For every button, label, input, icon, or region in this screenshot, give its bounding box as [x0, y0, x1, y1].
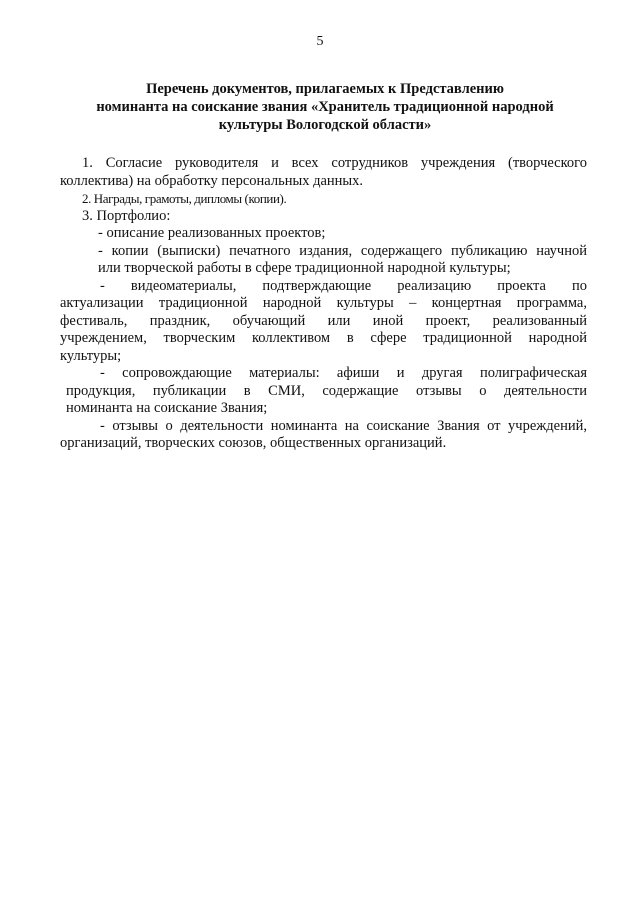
portfolio-item-video-line-5: культуры;: [60, 347, 122, 364]
item-2: 2. Награды, грамоты, дипломы (копии).: [82, 191, 287, 206]
portfolio-item-materials-line-3: номинанта на соискание Звания;: [66, 400, 268, 416]
portfolio-item-reviews-line-1: - отзывы о деятельности номинанта на соискание Звания от учреждений,: [100, 417, 587, 434]
portfolio-item-copies-line-2: или творческой работы в сфере традиционной народной культуры;: [98, 260, 511, 276]
portfolio-item-materials-line-2: продукция, публикации в СМИ, содержащие отзывы о деятельности: [66, 382, 587, 399]
portfolio-item-reviews-line-2: организаций, творческих союзов, общественных организаций.: [60, 435, 447, 451]
portfolio-item-video-line-3: фестиваль, праздник, обучающий или иной проект, реализованный: [60, 312, 587, 329]
item-3-heading: 3. Портфолио:: [82, 207, 171, 224]
page-number: 5: [316, 34, 324, 49]
item-1-line-2: коллектива) на обработку персональных данных.: [60, 172, 364, 189]
portfolio-item-video-line-2: актуализации традиционной народной культуры – концертная программа,: [60, 295, 587, 311]
portfolio-item-projects: - описание реализованных проектов;: [98, 225, 326, 241]
title-line-2: номинанта на соискание звания «Хранитель традиционной народной: [96, 99, 554, 115]
document-body: [60, 155, 587, 453]
document-title: [60, 80, 590, 134]
item-1-line-1: 1. Согласие руководителя и всех сотрудников учреждения (творческого: [82, 155, 587, 171]
title-line-3: культуры Вологодской области»: [218, 117, 432, 133]
portfolio-item-materials-line-1: - сопровождающие материалы: афиши и другая полиграфическая: [100, 365, 587, 381]
portfolio-item-video-line-1: - видеоматериалы, подтверждающие реализацию проекта по: [100, 277, 587, 294]
portfolio-item-copies-line-1: - копии (выписки) печатного издания, содержащего публикацию научной: [98, 242, 587, 259]
portfolio-item-video-line-4: учреждением, творческим коллективом в сфере традиционной народной: [60, 330, 587, 346]
title-line-1: Перечень документов, прилагаемых к Представлению: [146, 81, 504, 97]
